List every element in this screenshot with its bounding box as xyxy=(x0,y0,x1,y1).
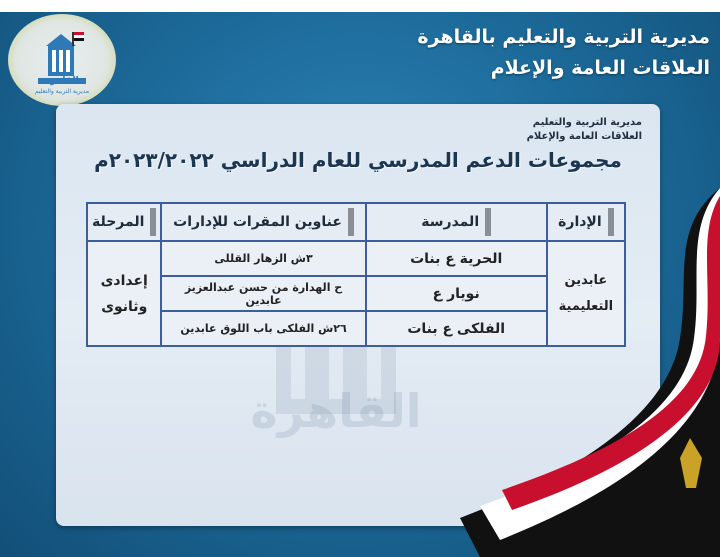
logo-subtext: مديرية التربية والتعليم xyxy=(34,88,90,95)
address-cell: ٢٦ش الفلكى باب اللوق عابدين xyxy=(161,311,365,346)
madrasa-cell: الحرية ع بنات xyxy=(366,241,547,276)
org-title-line2: العلاقات العامة والإعلام xyxy=(490,57,710,79)
header-divider xyxy=(348,208,354,236)
madrasa-cell: نويار ع xyxy=(366,276,547,311)
header-address: عناوين المقرات للإدارات xyxy=(161,203,365,241)
idara-line1: عابدين xyxy=(564,272,608,288)
panel-org-label xyxy=(527,116,642,144)
idara-line2: التعليمية xyxy=(558,298,614,314)
panel-title: مجموعات الدعم المدرسي للعام الدراسي ٢٠٢٣/٢٠٢٢م xyxy=(94,148,622,172)
header-divider xyxy=(150,208,156,236)
panel-org-line1: مديرية التربية والتعليم xyxy=(532,117,642,128)
org-title xyxy=(290,22,710,84)
address-cell: ٣ش الزهار القللى xyxy=(161,241,365,276)
stage-cell xyxy=(87,241,161,346)
org-title-line1: مديرية التربية والتعليم بالقاهرة xyxy=(417,26,710,48)
stage-line1: إعدادى xyxy=(100,272,148,289)
watermark-text: القاهرة xyxy=(250,384,422,438)
directorate-logo xyxy=(8,14,116,106)
address-cell: ح الهدارة من حسن عبدالعزيز عابدين xyxy=(161,276,365,311)
logo-text: القاهرة xyxy=(45,76,79,86)
madrasa-cell: الفلكى ع بنات xyxy=(366,311,547,346)
header-madrasa: المدرسة xyxy=(366,203,547,241)
top-strip xyxy=(0,0,720,12)
header-stage: المرحلة xyxy=(87,203,161,241)
panel-org-line2: العلاقات العامة والإعلام xyxy=(526,131,642,142)
header-idara: الإدارة xyxy=(547,203,625,241)
egypt-flag-icon xyxy=(440,188,720,557)
stage-line2: وثانوى xyxy=(101,298,148,315)
